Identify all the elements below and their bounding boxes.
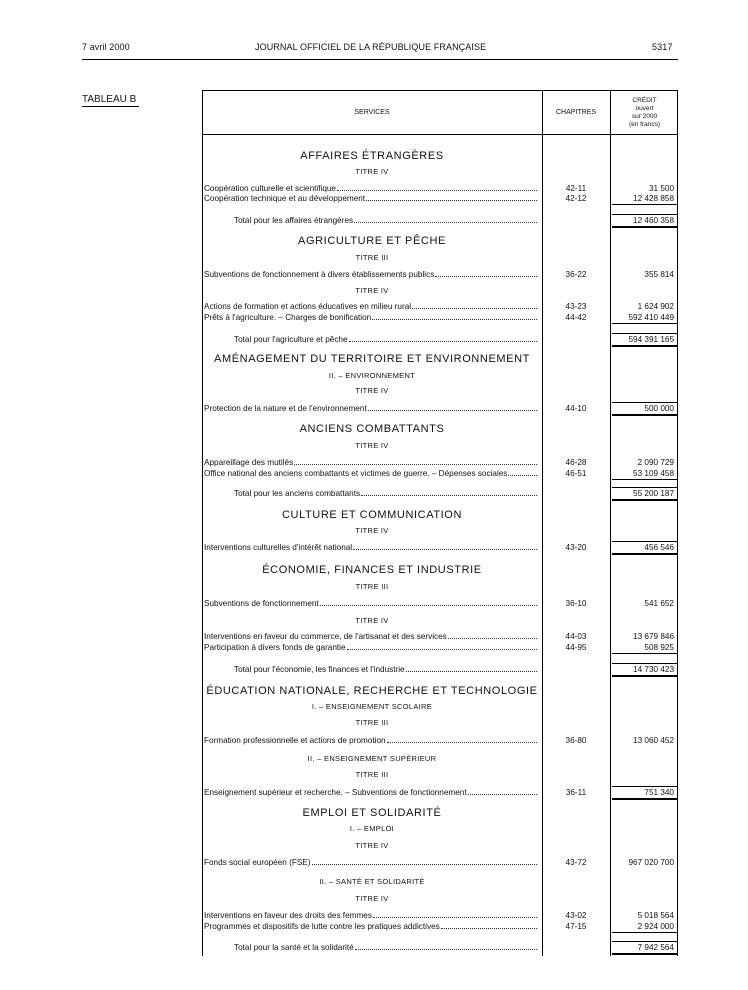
chapter-number: 42-11 — [565, 184, 587, 193]
leader-dots — [412, 301, 537, 309]
credit-amount: 500 000 — [644, 404, 674, 413]
service-row-label — [204, 193, 537, 204]
table-col-rule-1 — [542, 90, 543, 956]
leader-dots — [435, 269, 537, 277]
service-row-label — [204, 857, 537, 868]
service-row-label — [204, 269, 537, 280]
amount-box-top-rule — [612, 402, 678, 403]
ministry-heading: ÉDUCATION NATIONALE, RECHERCHE ET TECHNOLOGIE — [206, 685, 538, 697]
row-label-text: Programmes et dispositifs de lutte contre les pratiques addictives — [204, 922, 440, 931]
total-amount: 12 460 358 — [633, 216, 674, 225]
credit-amount: 13 060 452 — [633, 736, 674, 745]
row-label-text: Total pour l'économie, les finances et l'industrie — [234, 665, 405, 674]
amount-box-bottom-rule — [612, 345, 678, 347]
service-row-label — [204, 598, 537, 609]
amount-box-bottom-rule — [612, 953, 678, 955]
row-label-text: Subventions de fonctionnement — [204, 599, 319, 608]
title-subheading: TITRE III — [355, 253, 389, 262]
total-amount: 7 942 564 — [637, 943, 674, 952]
row-label-text: Appareillage des mutilés — [204, 458, 294, 467]
row-label-text: Subventions de fonctionnement à divers établissements publics — [204, 270, 435, 279]
chapter-number: 43-72 — [565, 858, 587, 867]
service-row-label — [204, 631, 537, 642]
service-row-label — [204, 735, 537, 746]
ministry-heading: AFFAIRES ÉTRANGÈRES — [300, 150, 444, 162]
title-subheading: I. – EMPLOI — [349, 824, 395, 833]
row-label-text: Coopération technique et au développement — [204, 194, 366, 203]
chapter-number: 43-20 — [565, 543, 587, 552]
amount-box-bottom-rule — [612, 414, 678, 416]
row-label-text: Interventions culturelles d'intérêt national — [204, 543, 353, 552]
ministry-heading: ÉCONOMIE, FINANCES ET INDUSTRIE — [262, 564, 482, 576]
amount-box-top-rule — [612, 941, 678, 942]
subtotal-rule — [612, 479, 678, 480]
chapter-number: 36-10 — [565, 599, 587, 608]
header-rule — [82, 59, 678, 60]
row-label-text: Actions de formation et actions éducatives en milieu rural — [204, 302, 412, 311]
credit-amount: 592 410 449 — [628, 313, 674, 322]
chapter-number: 47-15 — [565, 922, 587, 931]
chapter-number: 43-23 — [565, 302, 587, 311]
row-label-text: Participation à divers fonds de garantie — [204, 643, 346, 652]
leader-dots — [508, 468, 537, 476]
subtotal-rule — [612, 653, 678, 654]
credit-amount: 541 652 — [644, 599, 674, 608]
row-label-text: Coopération culturelle et scientifique — [204, 184, 336, 193]
total-row-label — [234, 334, 537, 345]
leader-dots — [361, 488, 537, 496]
leader-dots — [366, 193, 537, 201]
leader-dots — [320, 598, 537, 606]
title-subheading: TITRE III — [355, 582, 389, 591]
service-row-label — [204, 787, 537, 798]
amount-box-bottom-rule — [612, 499, 678, 501]
service-row-label — [204, 312, 537, 323]
total-amount: 14 730 423 — [633, 665, 674, 674]
title-subheading: II. – SANTÉ ET SOLIDARITÉ — [319, 877, 425, 886]
service-row-label — [204, 910, 537, 921]
header-journal-title: JOURNAL OFFICIEL DE LA RÉPUBLIQUE FRANÇAISE — [255, 42, 487, 52]
service-row-label — [204, 921, 537, 932]
total-row-label — [234, 215, 537, 226]
ministry-heading: EMPLOI ET SOLIDARITÉ — [302, 807, 442, 819]
chapter-number: 44-03 — [565, 632, 587, 641]
table-label-underline — [82, 106, 139, 107]
credit-amount: 12 428 858 — [633, 194, 674, 203]
chapter-number: 36-80 — [565, 736, 587, 745]
service-row-label — [204, 642, 537, 653]
header-page-number: 5317 — [652, 42, 673, 52]
row-label-text: Total pour la santé et la solidarité — [234, 943, 354, 952]
leader-dots — [353, 542, 537, 550]
total-amount: 594 391 165 — [628, 335, 674, 344]
table-col-rule-2 — [610, 90, 611, 956]
amount-box-bottom-rule — [612, 226, 678, 228]
service-row-label — [204, 457, 537, 468]
subtotal-rule — [612, 204, 678, 205]
chapter-number: 43-02 — [565, 911, 587, 920]
leader-dots — [448, 631, 537, 639]
credit-amount: 508 925 — [644, 643, 674, 652]
table-right-rule — [677, 90, 678, 956]
amount-box-top-rule — [612, 541, 678, 542]
service-row-label — [204, 468, 537, 479]
title-subheading: TITRE III — [355, 770, 389, 779]
credit-amount: 456 546 — [644, 543, 674, 552]
row-label-text: Office national des anciens combattants et victimes de guerre. – Dépenses sociales — [204, 469, 508, 478]
row-label-text: Protection de la nature et de l'environnement — [204, 404, 367, 413]
amount-box-bottom-rule — [612, 798, 678, 800]
credit-header-line: ouvert — [635, 105, 654, 112]
leader-dots — [372, 312, 537, 320]
subtotal-rule — [612, 932, 678, 933]
leader-dots — [368, 403, 537, 411]
credit-amount: 53 109 458 — [633, 469, 674, 478]
credit-amount: 31 500 — [648, 184, 674, 193]
row-label-text: Interventions en faveur des droits des femmes — [204, 911, 372, 920]
chapter-number: 44-10 — [565, 404, 587, 413]
title-subheading: TITRE IV — [355, 841, 389, 850]
chapter-number: 44-95 — [565, 643, 587, 652]
row-label-text: Total pour les anciens combattants — [234, 489, 361, 498]
row-label-text: Formation professionnelle et actions de promotion — [204, 736, 386, 745]
title-subheading: TITRE IV — [355, 526, 389, 535]
service-row-label — [204, 542, 537, 553]
column-header-services: SERVICES — [354, 109, 390, 116]
credit-amount: 13 679 846 — [633, 632, 674, 641]
title-subheading: TITRE IV — [355, 286, 389, 295]
ministry-heading: CULTURE ET COMMUNICATION — [281, 509, 462, 521]
row-label-text: Total pour les affaires étrangères — [234, 216, 354, 225]
credit-amount: 355 814 — [644, 270, 674, 279]
amount-box-top-rule — [612, 487, 678, 488]
total-row-label — [234, 664, 537, 675]
amount-box-top-rule — [612, 786, 678, 787]
chapter-number: 36-11 — [565, 788, 587, 797]
leader-dots — [354, 215, 537, 223]
column-header-chapitres: CHAPITRES — [555, 109, 597, 116]
total-amount: 55 200 187 — [633, 489, 674, 498]
ministry-heading: AGRICULTURE ET PÊCHE — [298, 235, 446, 247]
amount-box-top-rule — [612, 214, 678, 215]
chapter-number: 46-28 — [565, 458, 587, 467]
row-label-text: Total pour l'agriculture et pêche — [234, 335, 348, 344]
row-label-text: Interventions en faveur du commerce, de l'artisanat et des services — [204, 632, 447, 641]
chapter-number: 36-22 — [565, 270, 587, 279]
credit-amount: 2 090 729 — [637, 458, 674, 467]
leader-dots — [441, 921, 537, 929]
chapter-number: 44-42 — [565, 313, 587, 322]
leader-dots — [294, 457, 537, 465]
leader-dots — [406, 664, 537, 672]
leader-dots — [312, 857, 538, 865]
title-subheading: TITRE III — [355, 718, 389, 727]
ministry-heading: ANCIENS COMBATTANTS — [299, 423, 445, 435]
leader-dots — [355, 942, 537, 950]
title-subheading: II. – ENVIRONNEMENT — [328, 371, 416, 380]
title-subheading: TITRE IV — [355, 167, 389, 176]
row-label-text: Enseignement supérieur et recherche. – Subventions de fonctionnement — [204, 788, 467, 797]
leader-dots — [349, 334, 537, 342]
table-label: TABLEAU B — [82, 94, 137, 105]
credit-amount: 2 924 000 — [637, 922, 674, 931]
leader-dots — [373, 910, 537, 918]
table-top-rule — [202, 90, 678, 91]
service-row-label — [204, 403, 537, 414]
ministry-heading: AMÉNAGEMENT DU TERRITOIRE ET ENVIRONNEMENT — [214, 353, 530, 365]
credit-amount: 5 018 564 — [637, 911, 674, 920]
row-label-text: Fonds social européen (FSE) — [204, 858, 311, 867]
title-subheading: TITRE IV — [355, 441, 389, 450]
amount-box-bottom-rule — [612, 675, 678, 677]
column-header-credit — [612, 97, 677, 129]
amount-box-top-rule — [612, 663, 678, 664]
amount-box-top-rule — [612, 333, 678, 334]
leader-dots — [347, 642, 537, 650]
credit-header-line: (en francs) — [628, 121, 661, 128]
credit-header-line: sur 2000 — [631, 113, 658, 120]
chapter-number: 42-12 — [565, 194, 587, 203]
title-subheading: TITRE IV — [355, 616, 389, 625]
table-header-rule — [202, 134, 678, 135]
credit-amount: 1 624 902 — [637, 302, 674, 311]
title-subheading: TITRE IV — [355, 386, 389, 395]
chapter-number: 46-51 — [565, 469, 587, 478]
row-label-text: Prêts à l'agriculture. – Charges de bonification — [204, 313, 372, 322]
credit-amount: 751 340 — [644, 788, 674, 797]
total-row-label — [234, 488, 537, 499]
amount-box-bottom-rule — [612, 553, 678, 555]
service-row-label — [204, 301, 537, 312]
subtotal-rule — [612, 323, 678, 324]
title-subheading: I. – ENSEIGNEMENT SCOLAIRE — [311, 702, 433, 711]
title-subheading: TITRE IV — [355, 894, 389, 903]
leader-dots — [468, 787, 537, 795]
credit-table — [202, 90, 678, 956]
leader-dots — [337, 183, 537, 191]
title-subheading: II. – ENSEIGNEMENT SUPÉRIEUR — [307, 754, 437, 763]
leader-dots — [387, 735, 537, 743]
credit-header-line: CRÉDIT — [632, 97, 657, 104]
header-date: 7 avril 2000 — [82, 42, 130, 52]
credit-amount: 967 020 700 — [628, 858, 674, 867]
total-row-label — [234, 942, 537, 953]
